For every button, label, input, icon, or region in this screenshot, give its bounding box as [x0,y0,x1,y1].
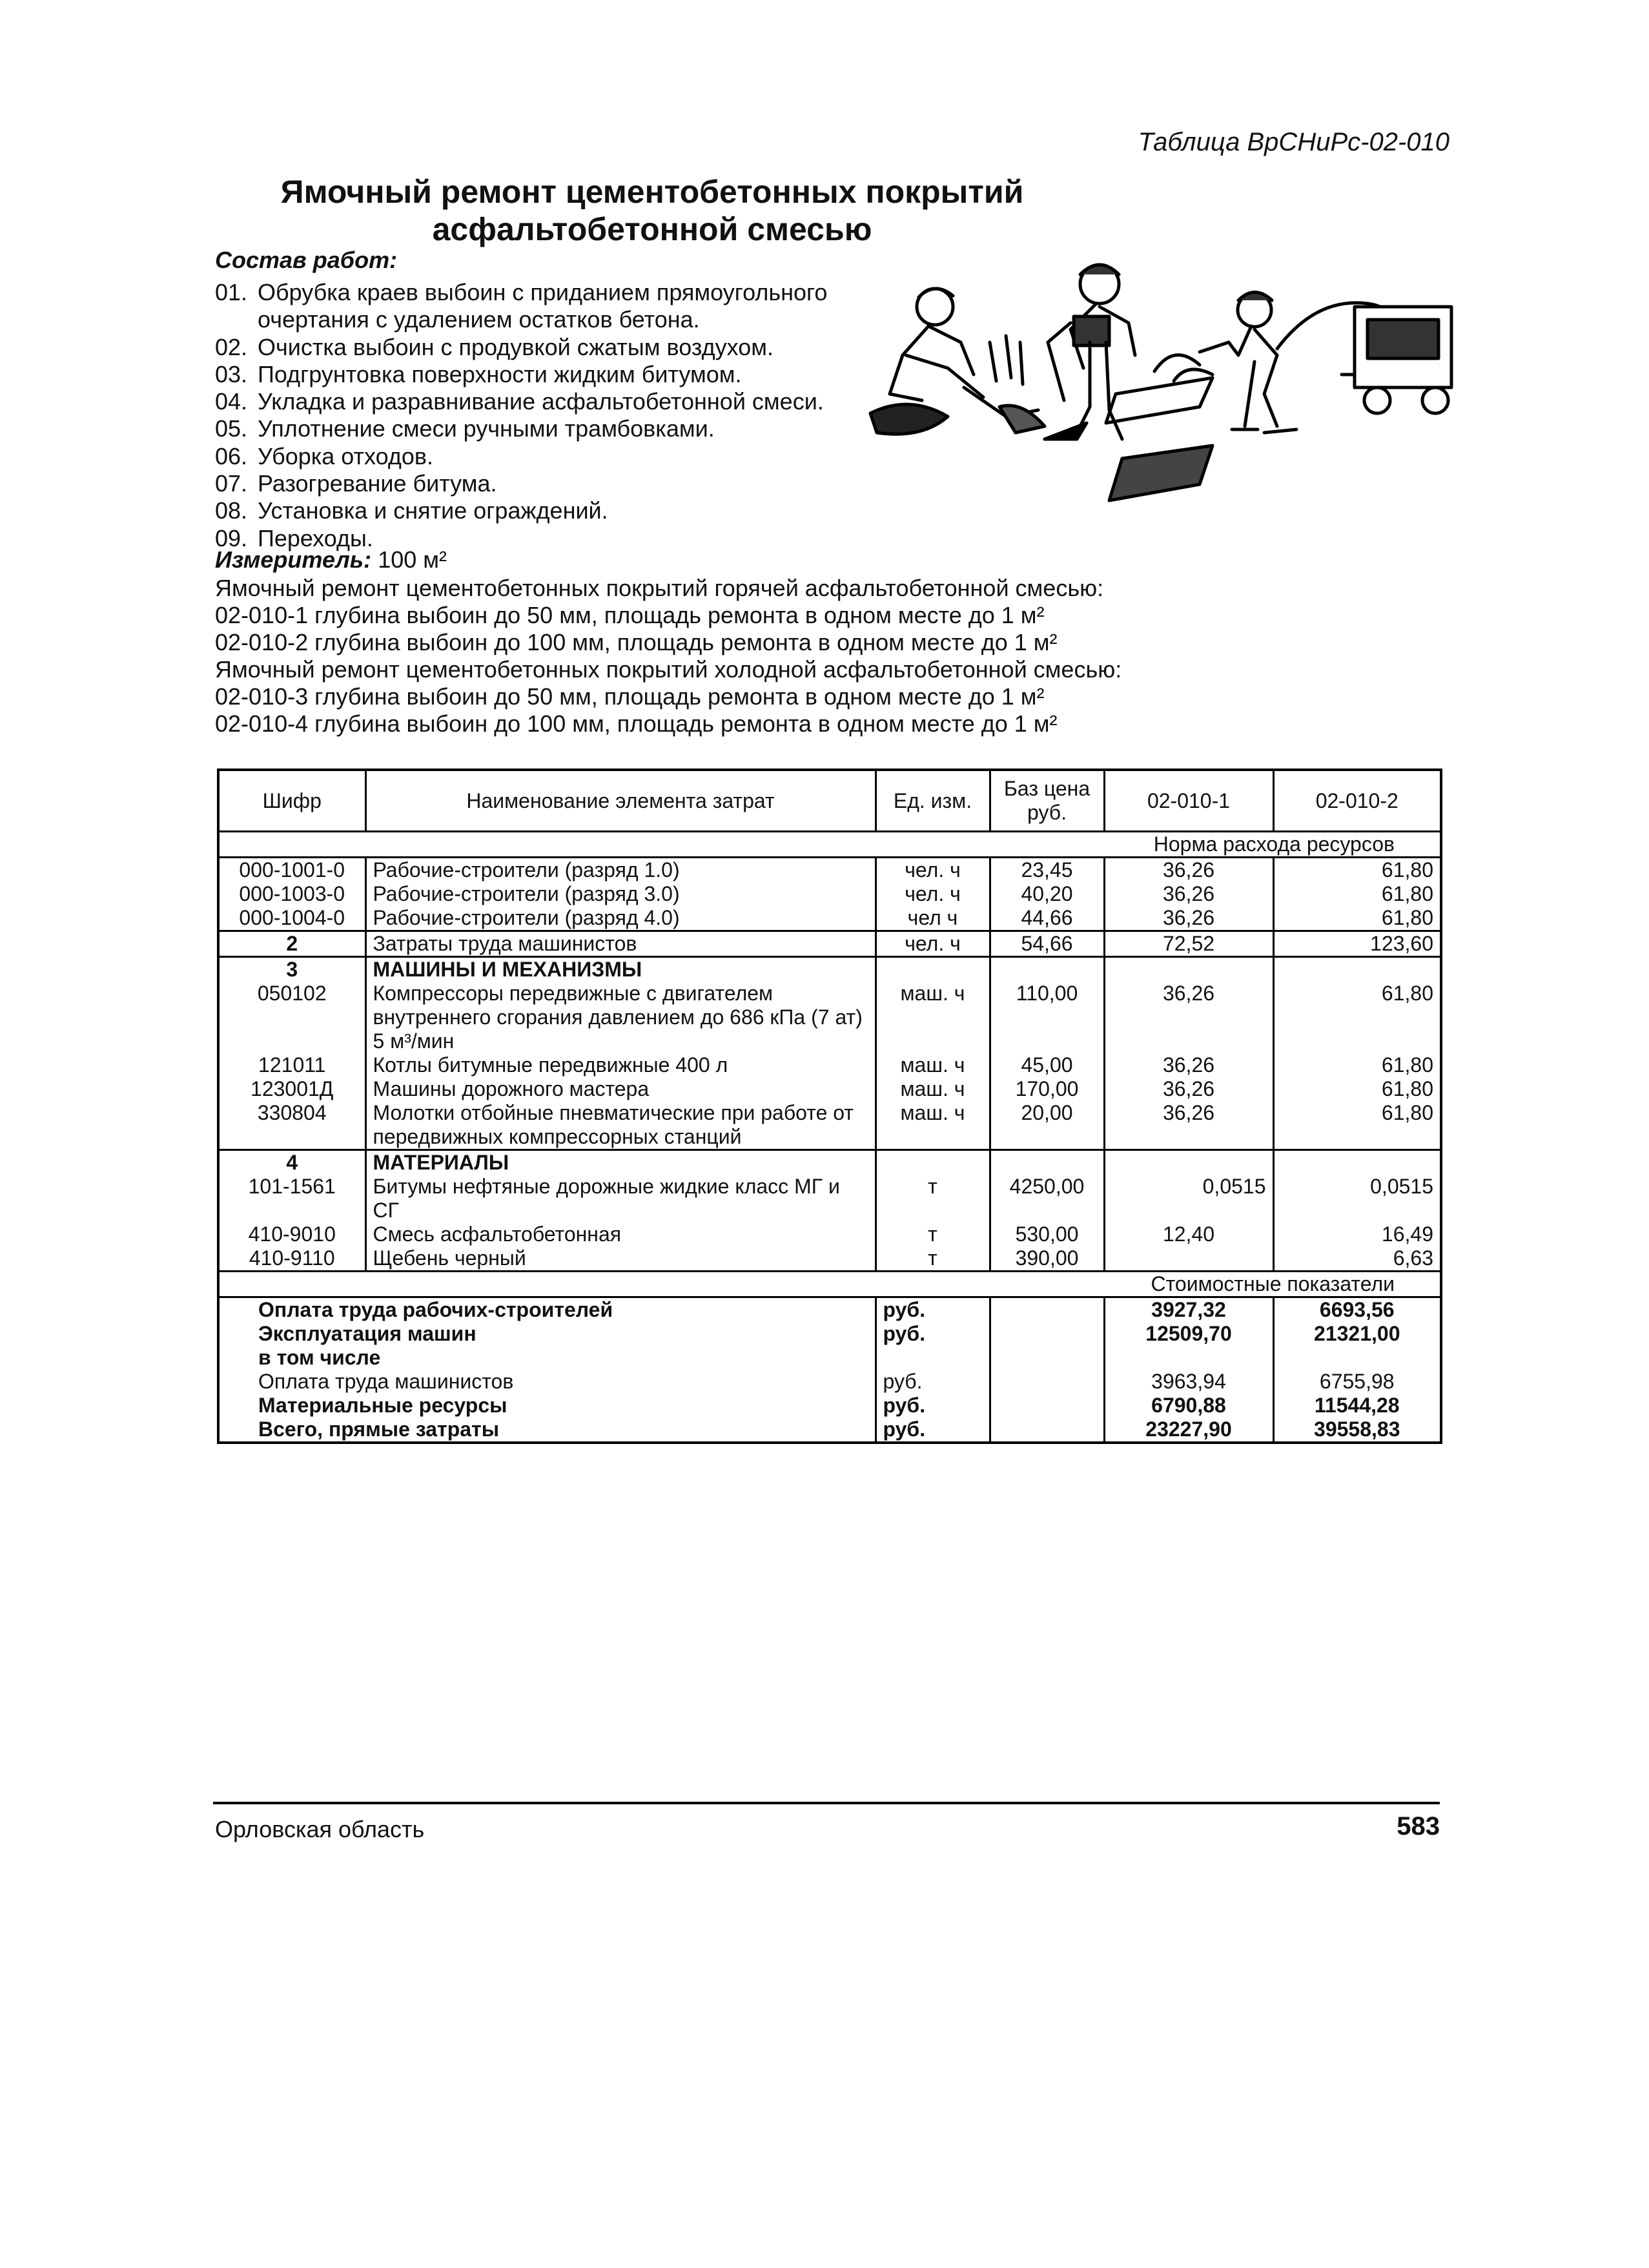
resource-table [217,768,1442,1444]
header-row [218,770,1441,832]
total-v2 [1273,1346,1441,1370]
table-row [218,858,1441,883]
cell-unit: маш. ч [876,982,990,1053]
cell-price: 44,66 [990,906,1104,931]
cell-unit: т [876,1222,990,1246]
cell-v1 [1104,1246,1273,1272]
table-row [218,931,1441,957]
cell-name: Затраты труда машинистов [365,931,876,957]
table-label: Таблица ВрСНиРс-02-010 [1138,128,1449,156]
section-norms [218,832,1441,858]
page-title [213,173,1091,248]
cell-unit: чел. ч [876,931,990,957]
total-v2: 21321,00 [1273,1322,1441,1346]
cell-price: 45,00 [990,1053,1104,1077]
cell-v2 [1273,957,1441,982]
table-row [218,1150,1441,1175]
header-price: Баз цена руб. [990,770,1104,832]
total-row [218,1418,1441,1443]
cell-v1: 72,52 [1104,931,1273,957]
cell-name: Машины дорожного мастера [365,1077,876,1101]
cell-price: 390,00 [990,1246,1104,1272]
cell-v1: 12,40 [1104,1222,1273,1246]
cell-code: 3 [218,957,365,982]
work-item-num: 04. [215,388,248,415]
work-item [215,279,903,334]
cell-v2: 0,0515 [1273,1175,1441,1222]
total-v2: 39558,83 [1273,1418,1441,1443]
total-name: Всего, прямые затраты [218,1418,876,1443]
table-row [218,1053,1441,1077]
header-col1: 02-010-1 [1104,770,1273,832]
cell-v1: 36,26 [1104,1101,1273,1150]
cell-price [990,957,1104,982]
work-item [215,443,903,470]
cell-name: Котлы битумные передвижные 400 л [365,1053,876,1077]
cell-name: МАШИНЫ И МЕХАНИЗМЫ [365,957,876,982]
work-item-text: Обрубка краев выбоин с приданием прямоугольного очертания с удалением остатков бетона. [258,279,828,333]
section-norms-label: Норма расхода ресурсов [218,832,1441,858]
work-item-text: Уплотнение смеси ручными трамбовками. [258,415,715,442]
cell-name: Рабочие-строители (разряд 3.0) [365,882,876,906]
cell-v2: 61,80 [1273,858,1441,883]
header-col2: 02-010-2 [1273,770,1441,832]
section-costs [218,1272,1441,1297]
cell-unit [876,1150,990,1175]
cell-unit: маш. ч [876,1077,990,1101]
cell-v2: 61,80 [1273,1077,1441,1101]
title-line-2: асфальтобетонной смесью [432,211,872,247]
total-v1 [1104,1346,1273,1370]
cell-price: 530,00 [990,1222,1104,1246]
work-item-num: 06. [215,442,248,469]
cell-v1 [1104,1150,1273,1175]
cell-price: 20,00 [990,1101,1104,1150]
cell-v2: 61,80 [1273,882,1441,906]
total-name: Оплата труда машинистов [218,1370,876,1394]
cell-v1: 36,26 [1104,1077,1273,1101]
work-heading: Состав работ: [215,247,398,273]
cell-v2: 61,80 [1273,906,1441,931]
total-name: Эксплуатация машин [218,1322,876,1346]
meter-line [215,546,447,573]
cold-heading: Ямочный ремонт цементобетонных покрытий холодной асфальтобетонной смесью: [215,656,1122,683]
total-v1: 23227,90 [1104,1418,1273,1443]
total-v2: 6693,56 [1273,1297,1441,1323]
total-v1: 3963,94 [1104,1370,1273,1394]
total-row [218,1322,1441,1346]
table-row [218,1246,1441,1272]
total-unit [876,1346,990,1370]
cell-name: Щебень черный [365,1246,876,1272]
table-row [218,957,1441,982]
cell-price: 23,45 [990,858,1104,883]
cell-v2: 123,60 [1273,931,1441,957]
cell-unit: т [876,1175,990,1222]
meter-label: Измеритель: [215,546,372,573]
work-list [215,279,903,552]
hot-item-1: 02-010-1 глубина выбоин до 50 мм, площадь ремонта в одном месте до 1 м² [215,602,1045,628]
cell-v1 [1104,957,1273,982]
work-item [215,388,903,415]
cell-v2 [1273,1150,1441,1175]
work-item-num: 01. [215,279,248,305]
total-price [990,1346,1104,1370]
cell-code: 330804 [218,1101,365,1150]
work-item [215,497,903,524]
total-name: в том числе [218,1346,876,1370]
cell-unit: чел. ч [876,882,990,906]
work-item-text: Очистка выбоин с продувкой сжатым воздухом. [258,333,773,360]
cell-v2: 6,63 [1273,1246,1441,1272]
total-row [218,1394,1441,1418]
total-unit: руб. [876,1322,990,1346]
work-item [215,334,903,361]
work-item-text: Разогревание битума. [258,470,497,497]
total-name: Материальные ресурсы [218,1394,876,1418]
total-price [990,1418,1104,1443]
total-row [218,1370,1441,1394]
total-unit: руб. [876,1394,990,1418]
cell-unit: маш. ч [876,1101,990,1150]
cell-code: 123001Д [218,1077,365,1101]
total-v1: 6790,88 [1104,1394,1273,1418]
meter-value: 100 м² [378,546,447,573]
cell-v1: 36,26 [1104,1053,1273,1077]
header-unit: Ед. изм. [876,770,990,832]
total-v2: 6755,98 [1273,1370,1441,1394]
cell-price: 110,00 [990,982,1104,1053]
cell-v2: 16,49 [1273,1222,1441,1246]
cell-code: 410-9110 [218,1246,365,1272]
work-item-text: Переходы. [258,524,373,552]
work-item-num: 09. [215,524,248,552]
cell-v1: 36,26 [1104,858,1273,883]
cell-v1: 36,26 [1104,906,1273,931]
cell-unit [876,957,990,982]
cell-price: 54,66 [990,931,1104,957]
total-row [218,1346,1441,1370]
page-number: 583 [1397,1812,1440,1840]
total-v1: 12509,70 [1104,1322,1273,1346]
cell-unit: маш. ч [876,1053,990,1077]
work-item-num: 08. [215,497,248,524]
work-item-text: Установка и снятие ограждений. [258,497,608,524]
cell-price: 170,00 [990,1077,1104,1101]
cell-name: МАТЕРИАЛЫ [365,1150,876,1175]
hot-heading: Ямочный ремонт цементобетонных покрытий горячей асфальтобетонной смесью: [215,575,1104,601]
cell-name: Рабочие-строители (разряд 1.0) [365,858,876,883]
cell-code: 2 [218,931,365,957]
table-row [218,906,1441,931]
work-item-num: 02. [215,333,248,360]
footer-region: Орловская область [215,1816,425,1842]
total-row [218,1297,1441,1323]
title-line-1: Ямочный ремонт цементобетонных покрытий [280,174,1024,210]
work-item-num: 07. [215,470,248,497]
cell-unit: чел. ч [876,858,990,883]
cell-v1: 0,0515 [1104,1175,1273,1222]
cell-name: Рабочие-строители (разряд 4.0) [365,906,876,931]
cell-name: Битумы нефтяные дорожные жидкие класс МГ и СГ [365,1175,876,1222]
cell-v2: 61,80 [1273,982,1441,1053]
work-item-num: 03. [215,360,248,387]
road-workers-illustration [851,245,1464,517]
cell-v1: 36,26 [1104,882,1273,906]
section-costs-label: Стоимостные показатели [218,1272,1441,1297]
cold-item-2: 02-010-4 глубина выбоин до 100 мм, площадь ремонта в одном месте до 1 м² [215,710,1058,737]
cold-item-1: 02-010-3 глубина выбоин до 50 мм, площадь ремонта в одном месте до 1 м² [215,683,1045,710]
total-price [990,1394,1104,1418]
work-item-text: Уборка отходов. [258,442,434,469]
work-item-text: Укладка и разравнивание асфальтобетонной смеси. [258,388,824,415]
total-price [990,1322,1104,1346]
cell-code: 410-9010 [218,1222,365,1246]
cell-name: Компрессоры передвижные с двигателем внутреннего сгорания давлением до 686 кПа (7 ат) 5 м³/мин [365,982,876,1053]
cell-unit: чел ч [876,906,990,931]
total-unit: руб. [876,1370,990,1394]
work-item [215,470,903,497]
header-name: Наименование элемента затрат [365,770,876,832]
work-item-num: 05. [215,415,248,442]
cell-code: 050102 [218,982,365,1053]
cell-v2: 61,80 [1273,1053,1441,1077]
cell-code: 4 [218,1150,365,1175]
total-v1: 3927,32 [1104,1297,1273,1323]
total-unit: руб. [876,1418,990,1443]
cell-name: Молотки отбойные пневматические при работе от передвижных компрессорных станций [365,1101,876,1150]
cell-v2: 61,80 [1273,1101,1441,1150]
footer-rule [213,1802,1440,1804]
cell-code: 101-1561 [218,1175,365,1222]
cell-price: 40,20 [990,882,1104,906]
cell-name: Смесь асфальтобетонная [365,1222,876,1246]
cell-price [990,1150,1104,1175]
table-row [218,882,1441,906]
cell-v1: 36,26 [1104,982,1273,1053]
hot-item-2: 02-010-2 глубина выбоин до 100 мм, площадь ремонта в одном месте до 1 м² [215,629,1058,655]
cell-code: 000-1003-0 [218,882,365,906]
header-code: Шифр [218,770,365,832]
work-item [215,415,903,442]
table-row [218,1222,1441,1246]
cell-code: 121011 [218,1053,365,1077]
total-unit: руб. [876,1297,990,1323]
table-row [218,982,1441,1053]
total-v2: 11544,28 [1273,1394,1441,1418]
total-price [990,1370,1104,1394]
work-item-text: Подгрунтовка поверхности жидким битумом. [258,360,742,387]
cell-price: 4250,00 [990,1175,1104,1222]
cell-code: 000-1001-0 [218,858,365,883]
table-row [218,1101,1441,1150]
total-price [990,1297,1104,1323]
table-row [218,1175,1441,1222]
cell-unit: т [876,1246,990,1272]
work-item [215,361,903,388]
total-name: Оплата труда рабочих-строителей [218,1297,876,1323]
cell-code: 000-1004-0 [218,906,365,931]
table-row [218,1077,1441,1101]
